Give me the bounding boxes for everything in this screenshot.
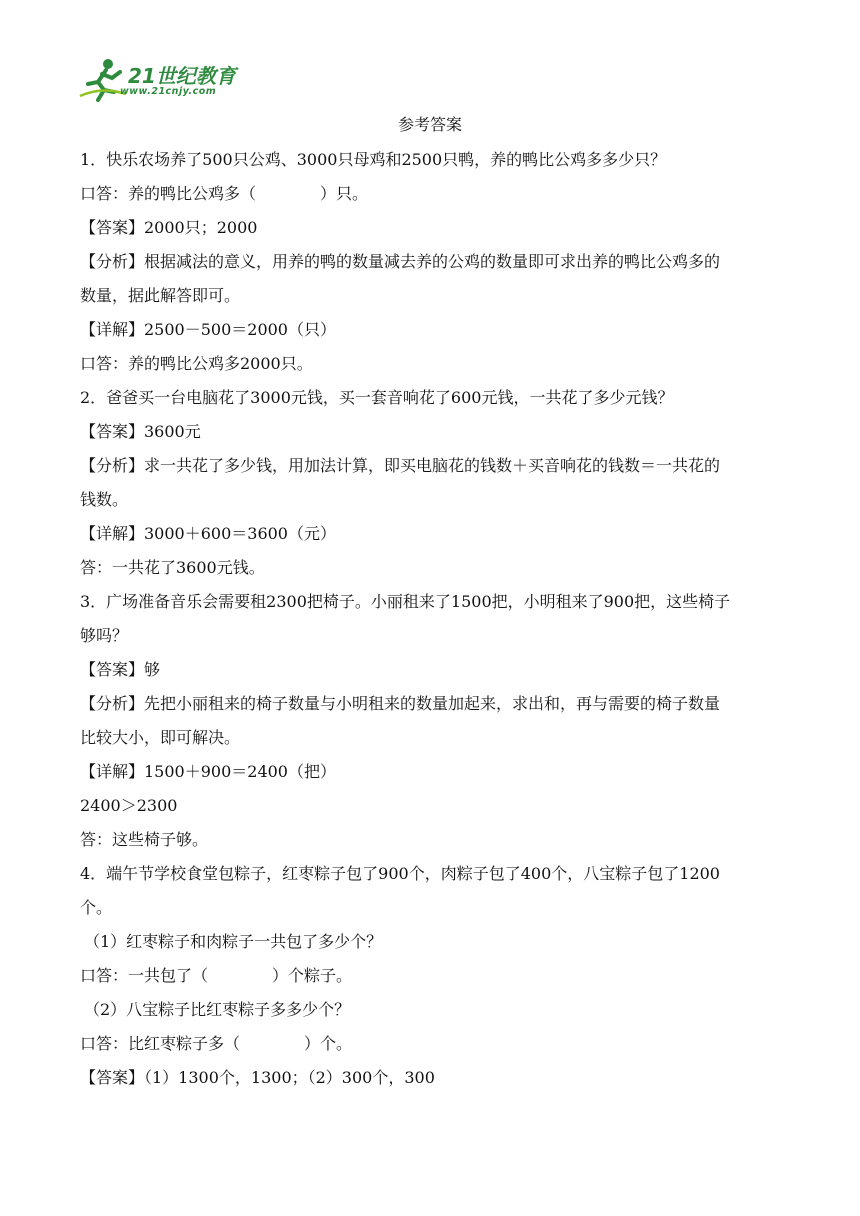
- q1-analysis: 【分析】根据减法的意义，用养的鸭的数量减去养的公鸡的数量即可求出养的鸭比公鸡多的: [80, 252, 721, 271]
- q1-answer: 【答案】2000只；2000: [80, 218, 258, 237]
- logo-url-text: www.21cnjy.com: [120, 86, 217, 97]
- q3-detail: 【详解】1500＋900＝2400（把）: [80, 762, 336, 781]
- q2-detail: 【详解】3000＋600＝3600（元）: [80, 524, 336, 543]
- q2-analysis-cont: 钱数。: [80, 490, 129, 509]
- q2-question: 2．爸爸买一台电脑花了3000元钱，买一套音响花了600元钱，一共花了多少元钱？: [80, 388, 674, 407]
- q4-question: 4．端午节学校食堂包粽子，红枣粽子包了900个，肉粽子包了400个，八宝粽子包了1200: [80, 864, 720, 883]
- q1-detail: 【详解】2500－500＝2000（只）: [80, 320, 336, 339]
- q1-oral-answer-prompt: 口答：养的鸭比公鸡多（ ）只。: [80, 184, 369, 203]
- q4-answer: 【答案】（1）1300个，1300；（2）300个，300: [80, 1068, 435, 1087]
- q2-answer: 【答案】3600元: [80, 422, 201, 441]
- q4-sub1-oral-prompt: 口答：一共包了（ ）个粽子。: [80, 966, 353, 985]
- q3-comparison: 2400＞2300: [80, 796, 178, 815]
- logo-brand-text: 21世纪教育: [128, 64, 236, 88]
- q1-oral-answer: 口答：养的鸭比公鸡多2000只。: [80, 354, 313, 373]
- q1-question: 1．快乐农场养了500只公鸡、3000只母鸡和2500只鸭，养的鸭比公鸡多多少只？: [80, 150, 667, 169]
- answer-content: [80, 143, 790, 1095]
- q4-question-cont: 个。: [80, 898, 113, 917]
- q3-analysis-cont: 比较大小，即可解决。: [80, 728, 241, 747]
- q3-question-cont: 够吗？: [80, 626, 129, 645]
- q3-answer: 【答案】够: [80, 660, 161, 679]
- q4-sub1: （1）红枣粽子和肉粽子一共包了多少个？: [84, 932, 383, 951]
- logo: [78, 56, 258, 102]
- q3-analysis: 【分析】先把小丽租来的椅子数量与小明租来的数量加起来，求出和，再与需要的椅子数量: [80, 694, 721, 713]
- q4-sub2-oral-prompt: 口答：比红枣粽子多（ ）个。: [80, 1034, 353, 1053]
- q3-conclusion: 答：这些椅子够。: [80, 830, 209, 849]
- page-title: 参考答案: [397, 115, 462, 134]
- q2-analysis: 【分析】求一共花了多少钱，用加法计算，即买电脑花的钱数＋买音响花的钱数＝一共花的: [80, 456, 721, 475]
- q4-sub2: （2）八宝粽子比红枣粽子多多少个？: [84, 1000, 351, 1019]
- q1-analysis-cont: 数量，据此解答即可。: [80, 286, 241, 305]
- q3-question: 3．广场准备音乐会需要租2300把椅子。小丽租来了1500把，小明租来了900把，这些椅子: [80, 592, 731, 611]
- q2-conclusion: 答：一共花了3600元钱。: [80, 558, 265, 577]
